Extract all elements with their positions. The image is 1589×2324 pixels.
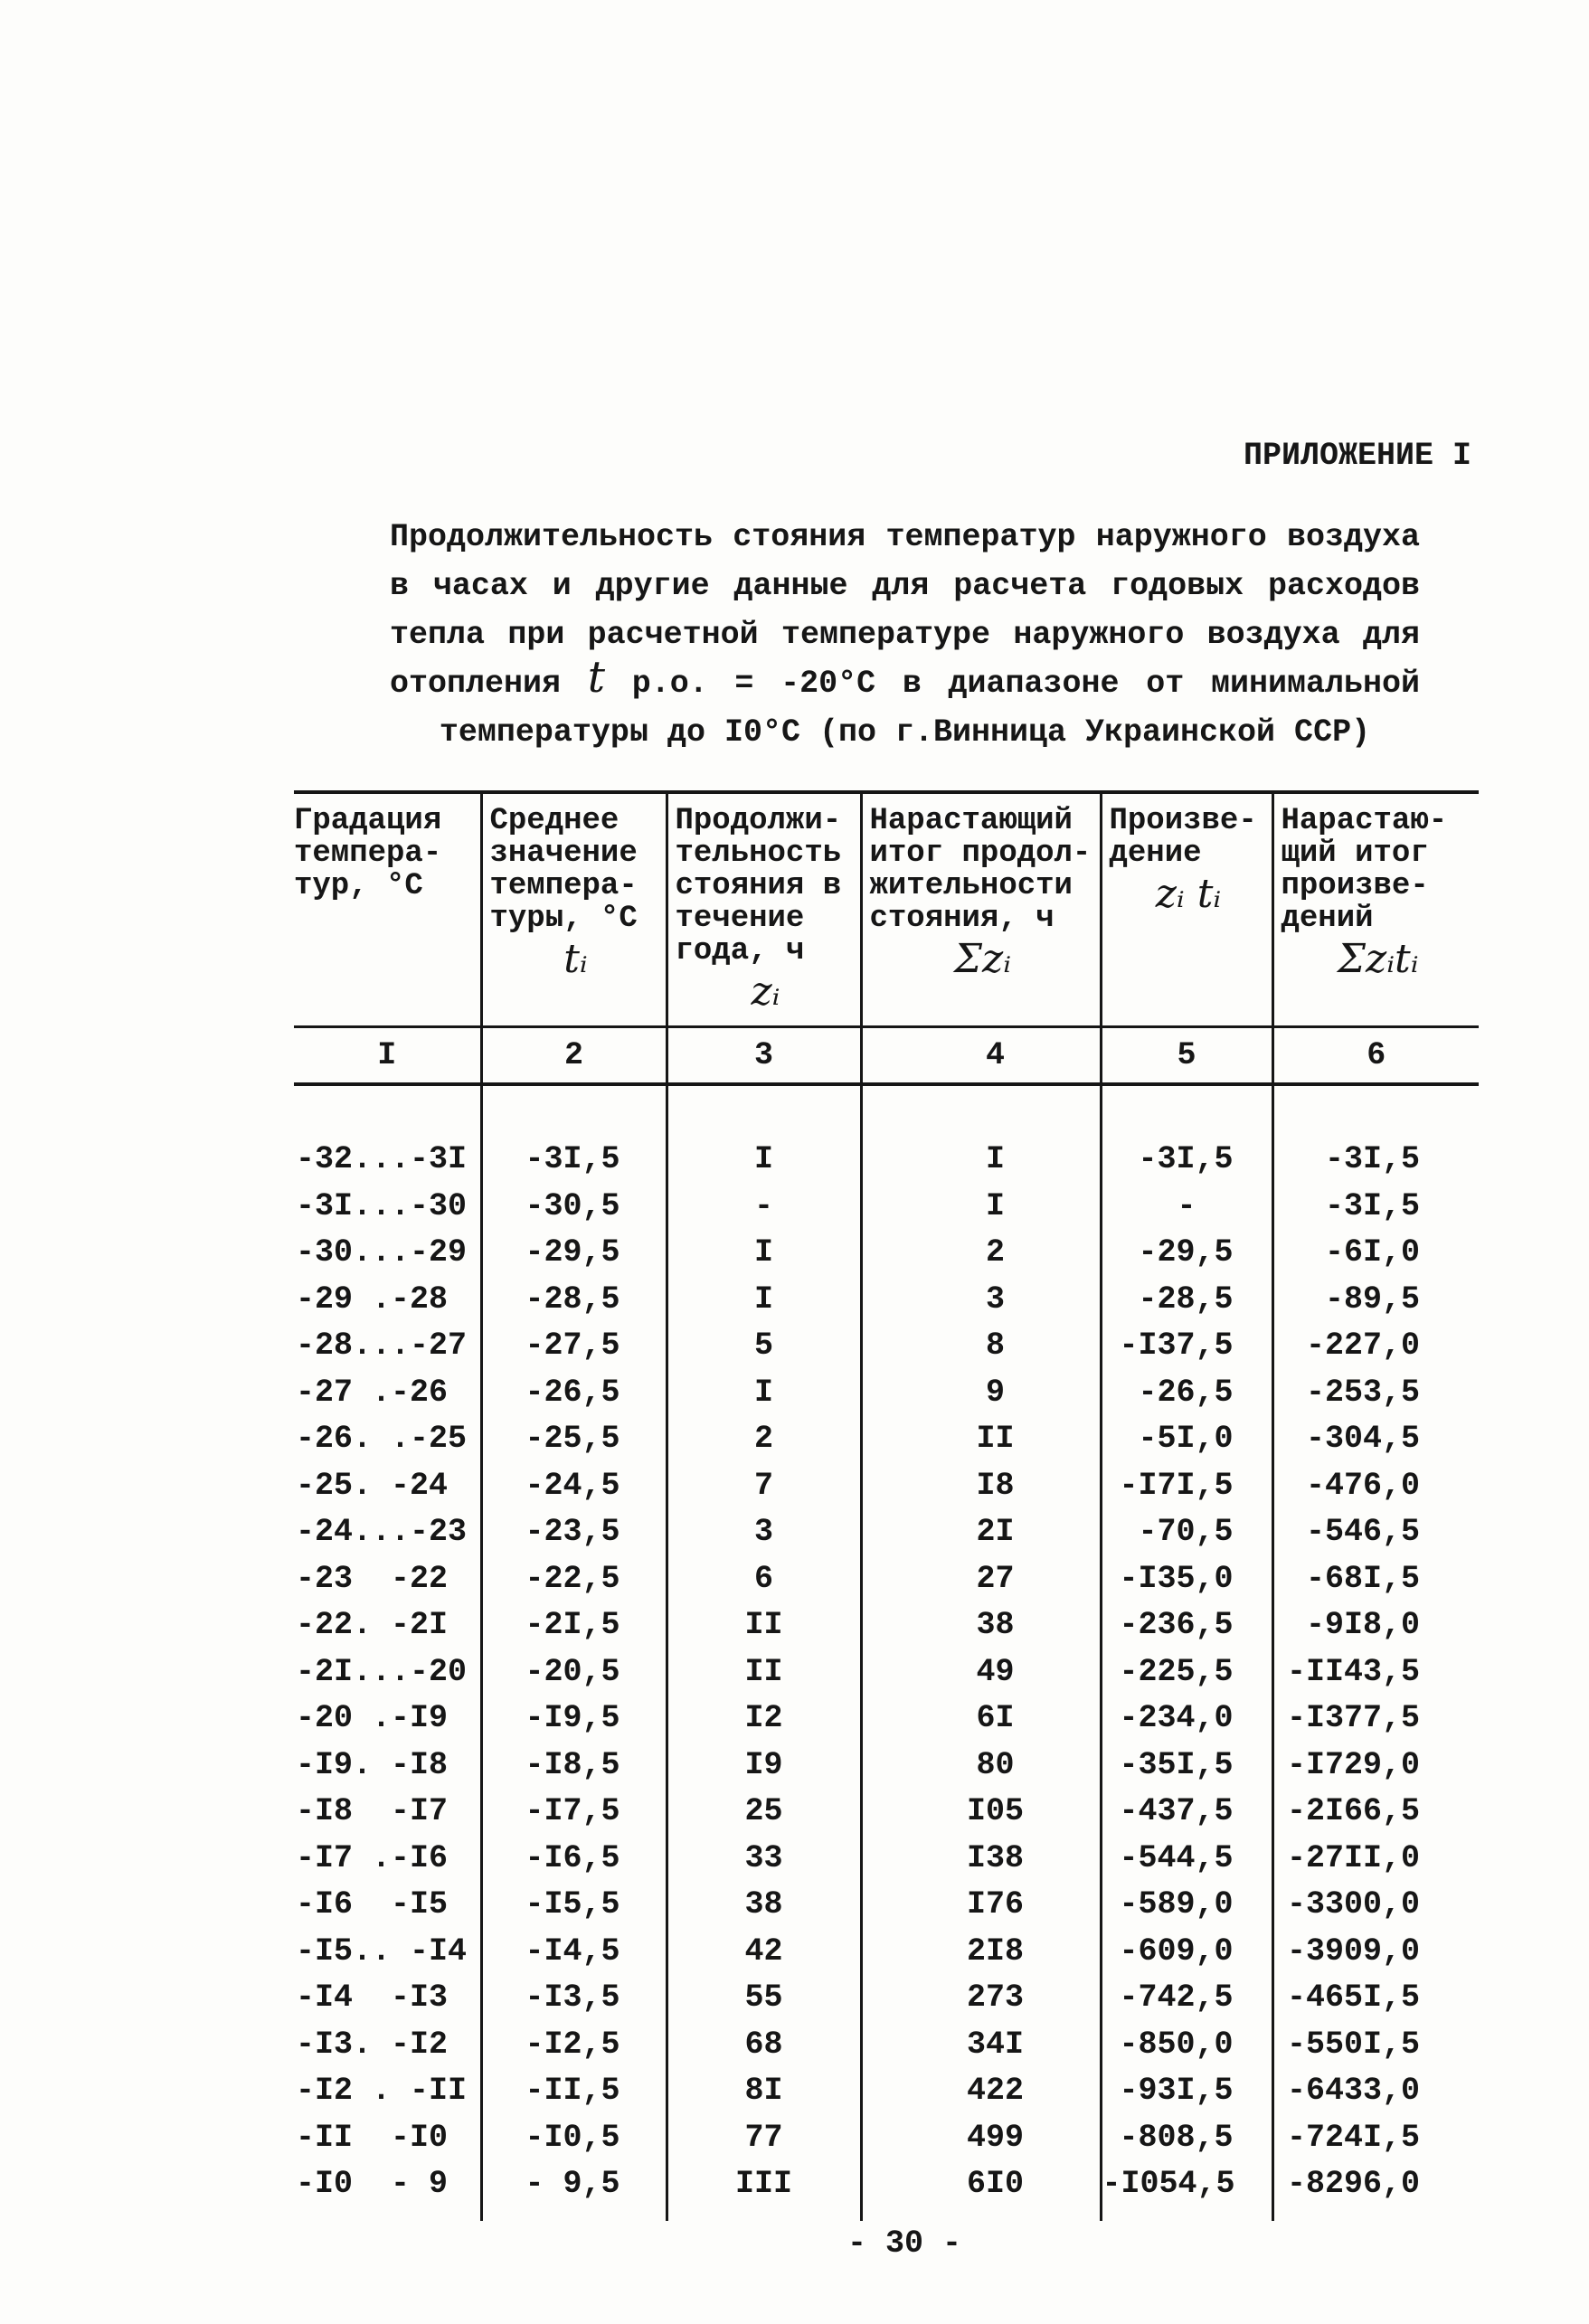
cell-cumulative-product: -550I,5 [1272,2022,1479,2069]
cell-cumulative-product: -I729,0 [1272,1743,1479,1790]
table-row [294,1184,1479,1231]
cell-product: -I054,5 [1101,2161,1272,2208]
cell-cumulative-product: -II43,5 [1272,1649,1479,1696]
cell-cumulative-duration: 2I8 [861,1929,1101,1976]
column-number: 5 [1101,1027,1272,1085]
table-row [294,1137,1479,1184]
cell-duration: 8I [667,2068,861,2115]
cell-duration: 25 [667,1789,861,1836]
header-duration [667,792,861,1027]
cell-cumulative-product: -6I,0 [1272,1230,1479,1277]
cell-range: -I4 -I3 [296,1979,449,2017]
table-row [294,1602,1479,1649]
cell-cumulative-duration: 27 [861,1556,1101,1603]
cell-cumulative-product: -27II,0 [1272,1836,1479,1883]
spacer-row [294,2208,1479,2221]
cell-mean-temp: -22,5 [481,1556,667,1603]
table-row [294,1556,1479,1603]
cell-duration: 5 [667,1323,861,1370]
cell-product: -I37,5 [1101,1323,1272,1370]
table-row [294,1277,1479,1324]
cell-duration: 42 [667,1929,861,1976]
cell-range: -I0 - 9 [296,2166,449,2203]
cell-cumulative-duration: 34I [861,2022,1101,2069]
cell-cumulative-product: -253,5 [1272,1370,1479,1417]
cell-cumulative-duration: 273 [861,1975,1101,2022]
cell-product: -3I,5 [1101,1137,1272,1184]
spacer-cell [294,2208,481,2221]
spacer-cell [1272,2208,1479,2221]
cell-range: -I8 -I7 [296,1793,449,1830]
title-line-4-before: отопления [390,666,588,702]
header-line: Градация [294,804,442,838]
cell-mean-temp: -I3,5 [481,1975,667,2022]
cell-mean-temp: -I0,5 [481,2115,667,2162]
cell-duration: I [667,1277,861,1324]
cell-range: -26. .-25 [296,1421,468,1458]
cell-cumulative-product: -3I,5 [1272,1184,1479,1231]
cell-duration: III [667,2161,861,2208]
cell-product: -544,5 [1101,1836,1272,1883]
cell-duration: II [667,1649,861,1696]
header-symbol: zᵢ [751,968,780,1015]
cell-mean-temp: -II,5 [481,2068,667,2115]
cell-duration: I9 [667,1743,861,1790]
spacer-cell [1272,1084,1479,1137]
cell-mean-temp: -25,5 [481,1416,667,1463]
cell-duration: 33 [667,1836,861,1883]
cell-mean-temp: -2I,5 [481,1602,667,1649]
table-row [294,1230,1479,1277]
cell-range: -2I...-20 [296,1653,468,1690]
cell-mean-temp: -24,5 [481,1463,667,1510]
temperature-symbol: t [587,652,606,703]
cell-cumulative-product: -724I,5 [1272,2115,1479,2162]
cell-cumulative-duration: 6I0 [861,2161,1101,2208]
cell-cumulative-product: -6433,0 [1272,2068,1479,2115]
cell-cumulative-duration: 38 [861,1602,1101,1649]
cell-cumulative-product: -3300,0 [1272,1882,1479,1929]
column-number: 3 [667,1027,861,1085]
cell-cumulative-duration: 2 [861,1230,1101,1277]
cell-range: -I6 -I5 [296,1886,449,1923]
cell-product: -I35,0 [1101,1556,1272,1603]
cell-mean-temp: -30,5 [481,1184,667,1231]
header-line: года, ч [675,934,805,968]
cell-cumulative-duration: 3 [861,1277,1101,1324]
spacer-cell [861,2208,1101,2221]
cell-range: -I9. -I8 [296,1746,449,1783]
cell-cumulative-duration: 49 [861,1649,1101,1696]
cell-mean-temp: -23,5 [481,1509,667,1556]
cell-product: -29,5 [1101,1230,1272,1277]
cell-range: -28...-27 [296,1327,468,1365]
cell-mean-temp: -20,5 [481,1649,667,1696]
header-line: Нарастающий [869,804,1073,838]
header-line: стояния, ч [869,902,1055,936]
header-line: дений [1281,902,1374,936]
appendix-label: ПРИЛОЖЕНИЕ I [1244,438,1472,474]
cell-range: -22. -2I [296,1607,449,1644]
cell-duration: I [667,1137,861,1184]
title-line-5: температуры до I0°С (по г.Винница Украинской ССР) [439,714,1371,751]
column-number: 2 [481,1027,667,1085]
header-cumulative-duration [861,792,1101,1027]
cell-duration: 68 [667,2022,861,2069]
header-cumulative-product [1272,792,1479,1027]
cell-range: -25. -24 [296,1467,449,1504]
spacer-cell [294,1084,481,1137]
cell-mean-temp: -I2,5 [481,2022,667,2069]
cell-mean-temp: -I8,5 [481,1743,667,1790]
cell-cumulative-duration: 80 [861,1743,1101,1790]
header-mean-temp [481,792,667,1027]
spacer-cell [667,2208,861,2221]
column-number-row [294,1027,1479,1085]
cell-cumulative-product: -2I66,5 [1272,1789,1479,1836]
header-line: Продолжи- [675,804,842,838]
header-symbol: Σzᵢ [953,936,1012,982]
spacer-cell [481,1084,667,1137]
table-row [294,1836,1479,1883]
cell-duration: 77 [667,2115,861,2162]
cell-mean-temp: -27,5 [481,1323,667,1370]
cell-cumulative-duration: I [861,1184,1101,1231]
table-row [294,1370,1479,1417]
cell-product: -234,0 [1101,1696,1272,1743]
cell-product: -236,5 [1101,1602,1272,1649]
header-range [294,792,481,1027]
header-line: темпера- [489,869,638,903]
cell-mean-temp: -3I,5 [481,1137,667,1184]
header-line: значение [489,836,638,871]
table-row [294,1743,1479,1790]
cell-cumulative-duration: 6I [861,1696,1101,1743]
title-line-3: тепла при расчетной температуре наружного воздуха для [390,617,1420,653]
cell-product: -26,5 [1101,1370,1272,1417]
cell-range: -32...-3I [296,1141,468,1178]
cell-duration: - [667,1184,861,1231]
cell-range: -I5.. -I4 [296,1932,468,1970]
column-number: I [294,1027,481,1085]
cell-product: -589,0 [1101,1882,1272,1929]
cell-cumulative-duration: I [861,1137,1101,1184]
table-row [294,1975,1479,2022]
cell-range: -23 -22 [296,1560,449,1597]
cell-range: -I2 . -II [296,2073,468,2110]
cell-range: -3I...-30 [296,1187,468,1224]
cell-duration: II [667,1602,861,1649]
cell-cumulative-duration: 8 [861,1323,1101,1370]
header-symbol: zᵢ tᵢ [1155,871,1222,917]
cell-duration: 55 [667,1975,861,2022]
header-row [294,792,1479,1027]
data-table [294,790,1479,2221]
cell-mean-temp: -I9,5 [481,1696,667,1743]
cell-cumulative-product: -476,0 [1272,1463,1479,1510]
cell-product: -28,5 [1101,1277,1272,1324]
cell-range: -27 .-26 [296,1374,449,1411]
cell-cumulative-product: -3909,0 [1272,1929,1479,1976]
header-line: жительности [869,869,1073,903]
cell-cumulative-product: -9I8,0 [1272,1602,1479,1649]
header-line: Нарастаю- [1281,804,1448,838]
table-row [294,2115,1479,2162]
cell-mean-temp: -28,5 [481,1277,667,1324]
cell-duration: I [667,1230,861,1277]
header-line: Среднее [489,804,620,838]
cell-cumulative-product: -68I,5 [1272,1556,1479,1603]
table-row [294,1789,1479,1836]
cell-range: -29 .-28 [296,1280,449,1318]
header-line: тельность [675,836,842,871]
cell-range: -I7 .-I6 [296,1839,449,1876]
header-line: течение [675,902,805,936]
spacer-cell [1101,1084,1272,1137]
cell-product: -70,5 [1101,1509,1272,1556]
cell-product: -850,0 [1101,2022,1272,2069]
table-row [294,1509,1479,1556]
header-line: тур, °С [294,869,423,903]
cell-product: - [1101,1184,1272,1231]
table-row [294,1929,1479,1976]
cell-cumulative-product: -227,0 [1272,1323,1479,1370]
table-row [294,1696,1479,1743]
table-row [294,2161,1479,2208]
cell-mean-temp: -I6,5 [481,1836,667,1883]
cell-range: -30...-29 [296,1234,468,1271]
cell-product: -225,5 [1101,1649,1272,1696]
cell-range: -I3. -I2 [296,2026,449,2063]
table-row [294,1649,1479,1696]
header-line: туры, °С [489,902,638,936]
cell-product: -609,0 [1101,1929,1272,1976]
cell-cumulative-product: -465I,5 [1272,1975,1479,2022]
cell-range: -24...-23 [296,1514,468,1551]
cell-cumulative-product: -I377,5 [1272,1696,1479,1743]
cell-cumulative-product: -89,5 [1272,1277,1479,1324]
cell-mean-temp: -I4,5 [481,1929,667,1976]
column-number: 4 [861,1027,1101,1085]
cell-duration: 3 [667,1509,861,1556]
cell-duration: I [667,1370,861,1417]
cell-product: -35I,5 [1101,1743,1272,1790]
cell-cumulative-duration: II [861,1416,1101,1463]
cell-product: -437,5 [1101,1789,1272,1836]
table-row [294,2068,1479,2115]
header-line: темпера- [294,836,442,871]
cell-product: -93I,5 [1101,2068,1272,2115]
table-row [294,1323,1479,1370]
cell-range: -20 .-I9 [296,1700,449,1737]
spacer-cell [1101,2208,1272,2221]
title-line-4-after: р.о. = -20°С в диапазоне от минимальной [605,666,1420,702]
title-line-4 [390,652,1420,708]
header-symbol: Σzᵢtᵢ [1337,936,1419,982]
table-body [294,792,1479,2221]
header-line: щий итог [1281,836,1429,871]
table-row [294,1882,1479,1929]
header-line: дение [1109,836,1202,871]
table-row [294,2022,1479,2069]
document-title [390,513,1420,757]
cell-cumulative-duration: I8 [861,1463,1101,1510]
cell-cumulative-product: -304,5 [1272,1416,1479,1463]
spacer-row [294,1084,1479,1137]
spacer-cell [667,1084,861,1137]
cell-product: -742,5 [1101,1975,1272,2022]
cell-mean-temp: - 9,5 [481,2161,667,2208]
header-product [1101,792,1272,1027]
cell-cumulative-duration: 422 [861,2068,1101,2115]
header-line: итог продол- [869,836,1092,871]
cell-mean-temp: -I5,5 [481,1882,667,1929]
cell-product: -I7I,5 [1101,1463,1272,1510]
cell-cumulative-duration: 2I [861,1509,1101,1556]
cell-product: -808,5 [1101,2115,1272,2162]
title-line-1: Продолжительность стояния температур наружного воздуха [390,519,1420,555]
cell-mean-temp: -26,5 [481,1370,667,1417]
header-symbol: tᵢ [563,936,588,982]
cell-duration: 2 [667,1416,861,1463]
cell-cumulative-duration: 499 [861,2115,1101,2162]
cell-duration: 38 [667,1882,861,1929]
header-line: произве- [1281,869,1429,903]
cell-cumulative-duration: 9 [861,1370,1101,1417]
cell-product: -5I,0 [1101,1416,1272,1463]
table-row [294,1463,1479,1510]
cell-cumulative-product: -546,5 [1272,1509,1479,1556]
spacer-cell [481,2208,667,2221]
cell-duration: 6 [667,1556,861,1603]
header-line: стояния в [675,869,842,903]
table-row [294,1416,1479,1463]
cell-mean-temp: -29,5 [481,1230,667,1277]
header-line: Произве- [1109,804,1257,838]
cell-cumulative-duration: I38 [861,1836,1101,1883]
cell-mean-temp: -I7,5 [481,1789,667,1836]
cell-cumulative-duration: I76 [861,1882,1101,1929]
title-line-2: в часах и другие данные для расчета годовых расходов [390,568,1420,604]
cell-cumulative-product: -3I,5 [1272,1137,1479,1184]
cell-duration: 7 [667,1463,861,1510]
cell-cumulative-product: -8296,0 [1272,2161,1479,2208]
cell-cumulative-duration: I05 [861,1789,1101,1836]
page-number: - 30 - [847,2225,962,2262]
spacer-cell [861,1084,1101,1137]
cell-range: -II -I0 [296,2119,449,2156]
cell-duration: I2 [667,1696,861,1743]
column-number: 6 [1272,1027,1479,1085]
